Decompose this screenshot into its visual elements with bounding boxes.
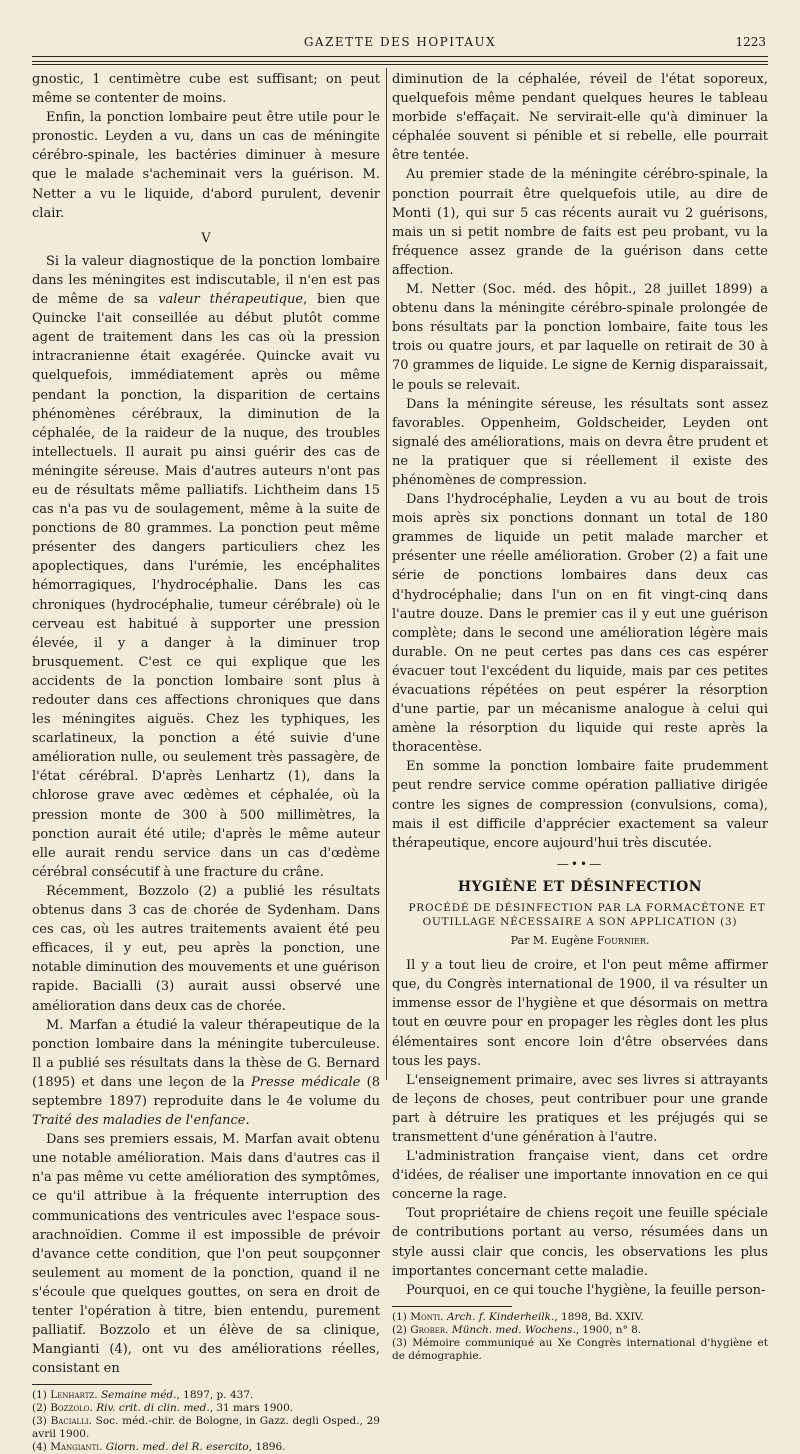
- left-column: [32, 70, 380, 1454]
- text-run: Si la valeur diagnostique de la ponction lombaire dans les méningites est indiscutable, il n'en est pas de même de sa: [32, 253, 380, 308]
- footnote: [392, 1337, 768, 1363]
- column-divider: [386, 68, 387, 1080]
- footnote: [32, 1389, 380, 1402]
- footnote-number: (1): [32, 1389, 47, 1402]
- footnote-rule: [32, 1384, 152, 1385]
- header-rule: [32, 64, 768, 65]
- footnote-number: (2): [392, 1323, 407, 1336]
- paragraph: M. Netter (Soc. méd. des hôpit., 28 juillet 1899) a obtenu dans la méningite cérébro-spinale prolongée de bons résultats par la ponction lombaire, faite tous les trois ou quatre jours, et par laquelle on retirait de 30 à 70 grammes de liquide. Le signe de Kernig disparaissait, le pouls se relevait.: [392, 282, 768, 393]
- footnote-source: Arch. f. Kinderheilk.: [443, 1310, 555, 1323]
- paragraph: Au premier stade de la méningite cérébro-spinale, la ponction pourrait être quelquefois utile, au dire de Monti (1), qui sur 5 cas récents aurait vu 2 guérisons, mais un si petit nombre de faits est peu probant, vu la fréquence assez grande de la guérison dans cette affection.: [392, 167, 768, 278]
- footnote-author: Lenhartz.: [50, 1389, 98, 1402]
- footnote-author: Bacialli.: [50, 1415, 92, 1428]
- footnote: [32, 1402, 380, 1415]
- footnote-text: , 1898, Bd. XXIV.: [554, 1310, 644, 1323]
- footnote-text: Mémoire communiqué au Xe Congrès international d'hygiène et de démographie.: [392, 1336, 768, 1362]
- footnotes: [32, 1389, 380, 1454]
- section-ornament: —••—: [556, 856, 604, 871]
- footnote-number: (1): [392, 1310, 407, 1323]
- right-column: [392, 70, 768, 1362]
- footnote: [32, 1441, 380, 1454]
- paragraph: Pourquoi, en ce qui touche l'hygiène, la feuille person-: [406, 1282, 766, 1298]
- paragraph: En somme la ponction lombaire faite prudemment peut rendre service comme opération palliative dirigée contre les signes de compression (convulsions, coma), mais il est difficile d'apprécier exactement sa valeur thérapeutique, encore aujourd'hui très discutée.: [392, 759, 768, 851]
- footnote-source: Giorn. med. del R. esercito: [102, 1441, 249, 1454]
- italic-text: valeur thérapeutique: [158, 292, 304, 308]
- italic-text: Traité des maladies de l'enfance: [32, 1113, 246, 1129]
- paragraph: Récemment, Bozzolo (2) a publié les résultats obtenus dans 3 cas de chorée de Sydenham. Dans ces cas, où les autres traitements avaient été peu efficaces, il y eut, peu après la ponction, une notable diminution des mouvements et une guérison rapide. Bacialli (3) aurait aussi observé une amélioration dans deux cas de chorée.: [32, 883, 380, 1014]
- italic-text: Presse médicale: [250, 1074, 361, 1090]
- paragraph: Enfin, la ponction lombaire peut être utile pour le pronostic. Leyden a vu, dans un cas de méningite cérébro-spinale, les bactéries diminuer à mesure que le malade s'acheminait vers la guérison. M. Netter a vu le liquide, d'abord purulent, devenir clair.: [32, 110, 380, 221]
- header-double-rule: [32, 56, 768, 62]
- author-prefix: Par M. Eugène: [510, 934, 597, 948]
- footnote-source: Münch. med. Wochens.: [448, 1323, 576, 1336]
- footnote-text: , 1897, p. 437.: [176, 1389, 254, 1402]
- footnote-author: Mangianti.: [50, 1441, 103, 1454]
- paragraph: Dans la méningite séreuse, les résultats sont assez favorables. Oppenheim, Goldscheider, Leyden ont signalé des améliorations, mais on devra être prudent et ne la pratiquer que si réellement il existe des phénomènes de compression.: [392, 396, 768, 488]
- paragraph: Dans l'hydrocéphalie, Leyden a vu au bout de trois mois après six ponctions donnant un total de 180 grammes de liquide un petit malade marcher et présenter une réelle amélioration. Grober (2) a fait une série de ponctions lombaires dans deux cas d'hydrocéphalie; dans l'un on en fit vingt-cinq dans l'autre douze. Dans le premier cas il y eut une guérison complète; dans le second une amélioration légère mais durable. On ne peut certes pas dans ces cas espérer évacuer tout l'excédent du liquide, mais par ces petites évacuations répétées on peut espérer la résorption d'une partie, par un mécanisme analogue à celui qui amène la résorption du liquide qui reste après la thoracentèse.: [392, 492, 768, 756]
- paragraph: Tout propriétaire de chiens reçoit une feuille spéciale de contributions portant au verso, résumées dans un style aussi clair que concis, les observations les plus importantes concernant cette maladie.: [392, 1206, 768, 1279]
- paragraph: [32, 252, 380, 882]
- paragraph: gnostic, 1 centimètre cube est suffisant; on peut même se contenter de moins.: [32, 72, 380, 107]
- article-author: [392, 931, 768, 950]
- paragraph: diminution de la céphalée, réveil de l'état soporeux, quelquefois même pendant quelques heures le tableau morbide s'effaçait. Ne servirait-elle qu'à diminuer la céphalée souvent si pénible et si rebelle, elle pourrait être tentée.: [392, 72, 768, 164]
- footnote-text: Soc. méd.-chir. de Bologne, in Gazz. degli Osped., 29 avril 1900.: [32, 1415, 380, 1441]
- paragraph: L'administration française vient, dans cet ordre d'idées, de réaliser une importante innovation en ce qui concerne la rage.: [392, 1149, 768, 1203]
- footnote-author: Grober.: [410, 1323, 449, 1336]
- section-number: V: [201, 230, 211, 246]
- footnote-author: Monti.: [410, 1310, 444, 1323]
- text-run: , bien que Quincke l'ait conseillée au début plutôt comme agent de traitement dans les cas où la pression intracranienne était exagérée. Quincke avait vu quelquefois, immédiatement après ou même pendant la ponction, la disparition de certains phénomènes cérébraux, la diminution de la céphalée, de la raideur de la nuque, des troubles intellectuels. Il aurait pu ainsi guérir des cas de méningite séreuse. Mais d'autres auteurs n'ont pas eu de résultats même palliatifs. Lichtheim dans 15 cas n'a pas vu de soulagement, même à la suite de ponctions de 80 grammes. La ponction peut même présenter des dangers particuliers chez les apoplectiques, dans l'urémie, les encéphalites hémorragiques, l'hydrocéphalie. Dans les cas chroniques (hydrocéphalie, tumeur cérébrale) où le cerveau est habitué à supporter une pression élevée, il y a danger à la diminuer trop brusquement. C'est ce qui explique que les accidents de la ponction lombaire sont plus à redouter dans ces affections chroniques que dans les méningites aiguës. Chez les typhiques, les scarlatineux, la ponction a été suivie d'une amélioration nulle, ou seulement très passagère, de l'état cérébral. D'après Lenhartz (1), dans la chlorose grave avec œdèmes et céphalée, où la pression monte de 300 à 500 millimètres, la ponction aurait été utile; d'après le même auteur elle aurait rendu service dans un cas d'œdème cérébral consécutif à une fracture du crâne.: [32, 292, 380, 880]
- paragraph: Dans ses premiers essais, M. Marfan avait obtenu une notable amélioration. Mais dans d'autres cas il n'a pas même vu cette amélioration des symptômes, ce qu'il attribue à la fréquente interruption des communications des ventricules avec l'espace sous-arachnoïdien. Comme il est impossible de prévoir d'avance cette condition, que l'on peut soupçonner seulement au moment de la ponction, quand il ne s'écoule que quelques gouttes, on sera en droit de tenter l'opération à titre, bien entendu, purement palliatif. Bozzolo et un élève de sa clinique, Mangianti (4), ont vu des améliorations réelles, consistant en: [32, 1132, 380, 1377]
- footnote: [392, 1324, 768, 1337]
- text-run: (8 septembre 1897) reproduite dans le 4e volume du: [32, 1074, 380, 1109]
- footnote-text: , 1896.: [248, 1441, 286, 1454]
- footnote-source: Riv. crit. di clin. med.: [92, 1402, 210, 1415]
- article-title: HYGIÈNE ET DÉSINFECTION: [457, 878, 703, 895]
- page-number: 1223: [735, 35, 766, 49]
- footnote: [392, 1311, 768, 1324]
- footnote-text: , 1900, n° 8.: [575, 1323, 642, 1336]
- paragraph: L'enseignement primaire, avec ses livres si attrayants de leçons de choses, peut contribuer pour une grande part à détruire les pratiques et les préjugés qui se transmettent d'une génération à l'autre.: [392, 1072, 768, 1145]
- footnotes: [392, 1311, 768, 1363]
- paragraph: Il y a tout lieu de croire, et l'on peut même affirmer que, du Congrès international de 1900, il va résulter un immense essor de l'hygiène et que désormais on mettra tout en œuvre pour en propager les règles dont les plus élémentaires sont encore loin d'être observées dans tous les pays.: [392, 958, 768, 1069]
- text-run: .: [245, 1113, 250, 1129]
- journal-title: GAZETTE DES HOPITAUX: [303, 35, 497, 49]
- article-subtitle: PROCÉDÉ DE DÉSINFECTION PAR LA FORMACÉTONE ET OUTILLAGE NÉCESSAIRE A SON APPLICATION (3): [408, 902, 766, 929]
- footnote: [32, 1415, 380, 1441]
- paragraph: [32, 1016, 380, 1131]
- page-header: [32, 30, 768, 52]
- footnote-number: (4): [32, 1441, 47, 1454]
- footnote-rule: [392, 1306, 512, 1307]
- footnote-author: Bozzolo.: [50, 1402, 93, 1415]
- footnote-text: , 31 mars 1900.: [209, 1402, 294, 1415]
- footnote-number: (3): [392, 1336, 407, 1349]
- footnote-number: (2): [32, 1402, 47, 1415]
- footnote-number: (3): [32, 1415, 47, 1428]
- footnote-source: Semaine méd.: [97, 1389, 177, 1402]
- text-run: M. Marfan a étudié la valeur thérapeutique de la ponction lombaire dans la méningite tuberculeuse. Il a publié ses résultats dans la thèse de G. Bernard (1895) et dans une leçon de la: [32, 1017, 380, 1090]
- author-name: Fournier.: [596, 934, 650, 948]
